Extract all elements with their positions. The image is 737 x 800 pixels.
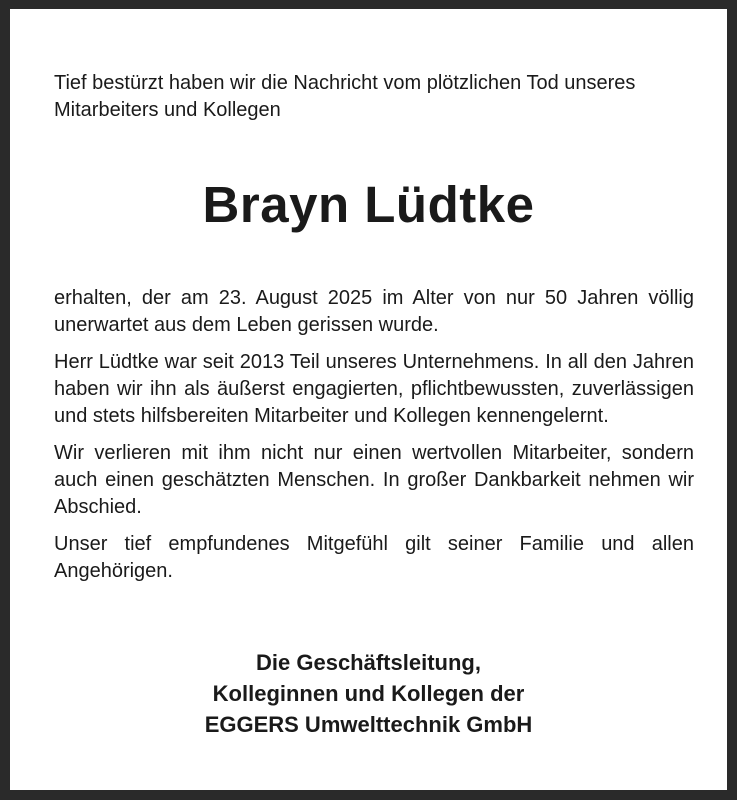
- intro-text: Tief bestürzt haben wir die Nachricht vom plötzlichen Tod unseres Mitarbeiters und Kollegen: [54, 72, 636, 121]
- deceased-name: Brayn Lüdtke: [202, 176, 535, 233]
- signature-line-colleagues: Kolleginnen und Kollegen der: [212, 681, 525, 706]
- paragraph-date: erhalten, der am 23. August 2025 im Alter von nur 50 Jahren völlig unerwartet aus dem Leben gerissen wurde.: [54, 287, 694, 336]
- paragraph-career: Herr Lüdtke war seit 2013 Teil unseres Unternehmens. In all den Jahren haben wir ihn als äußerst engagierten, pflichtbewussten, zuverlässigen und stets hilfsbereiten Mitarbeiter und Kollegen kennengelernt.: [54, 351, 694, 427]
- signature-line-company: EGGERS Umwelttechnik GmbH: [204, 712, 533, 737]
- obituary-notice: [10, 9, 727, 790]
- signature-block: [10, 647, 727, 740]
- paragraph-farewell: Wir verlieren mit ihm nicht nur einen wertvollen Mitarbeiter, sondern auch einen geschätzten Menschen. In großer Dankbarkeit nehmen wir Abschied.: [54, 442, 694, 518]
- paragraph-condolence: Unser tief empfundenes Mitgefühl gilt seiner Familie und allen Angehörigen.: [54, 533, 694, 582]
- notice-body: [54, 285, 694, 595]
- signature-line-management: Die Geschäftsleitung,: [256, 650, 481, 675]
